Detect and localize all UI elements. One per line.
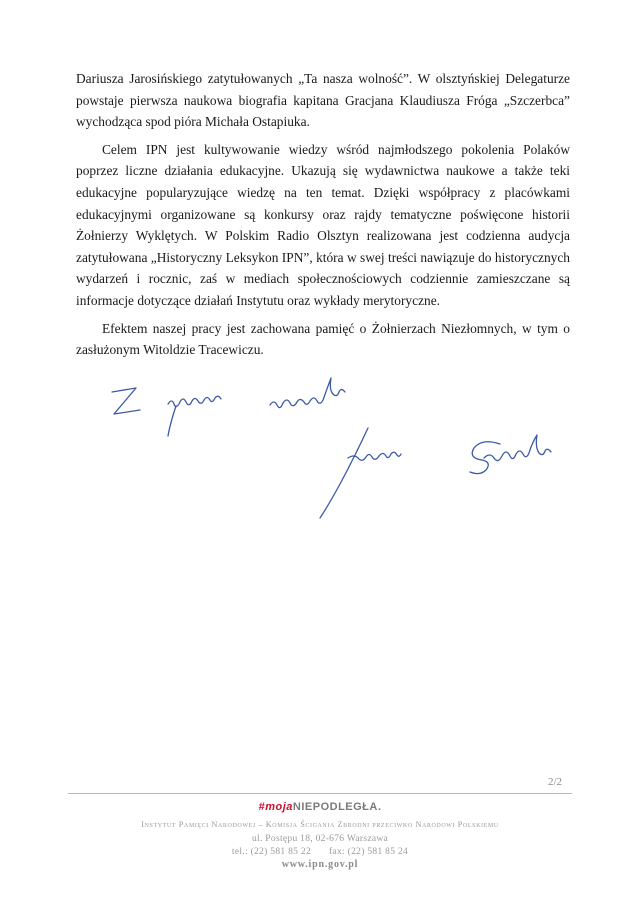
footer-tel: tel.: (22) 581 85 22 (231, 847, 312, 857)
campaign-hash: # (258, 801, 266, 813)
signature-name-initial (320, 428, 368, 518)
footer-institute: Instytut Pamięci Narodowej – Komisja Ścigania Zbrodni przeciwko Narodowi Polskiemu (141, 820, 499, 829)
page-number: 2/2 (548, 776, 563, 788)
paragraph-3: Efektem naszej pracy jest zachowana pamięć o Żołnierzach Niezłomnych, w tym o zasłużonym Witoldzie Tracewiczu. (76, 320, 570, 358)
letter-body (76, 68, 570, 367)
campaign-niepodlegla: NIEPODLEGŁA. (292, 801, 382, 813)
signature-name-first (348, 452, 401, 460)
paragraph-1: Dariusza Jarosińskiego zatytułowanych „Ta nasza wolność”. W olsztyńskiej Delegaturze powstaje pierwsza naukowa biografia kapitana Gracjana Klaudiusza Fróga „Szczerbca” wychodząca spod pióra Michała Ostapiuka. (76, 71, 570, 130)
footer-address: ul. Postępu 18, 02-676 Warszawa (251, 834, 389, 844)
signature-note-letter-z (112, 388, 140, 414)
footer-divider (68, 793, 572, 794)
footer-contact (0, 847, 640, 857)
signature-note-word-1 (168, 396, 221, 436)
paragraph-2: Celem IPN jest kultywowanie wiedzy wśród najmłodszego pokolenia Polaków poprzez liczne działania edukacyjne. Ukazują się wydawnictwa naukowe a także teki edukacyjne popularyzujące wiedzę na ten temat. Dzięki współpracy z placówkami edukacyjnymi organizowane są konkursy oraz rajdy tematyczne poświęcone historii Żołnierzy Wyklętych. W Polskim Radio Olsztyn realizowana jest codzienna audycja zatytułowana „Historyczny Leksykon IPN”, która w swej treści nawiązuje do historycznych wydarzeń i rocznic, zaś w mediach społecznościowych codziennie zamieszczane są informacje dotyczące działań Instytutu oraz wykłady merytoryczne. (76, 141, 570, 308)
footer-website: www.ipn.gov.pl (281, 859, 359, 870)
signature-note-word-2 (270, 378, 345, 408)
campaign-moja: moja (265, 801, 293, 813)
campaign-logo (0, 801, 640, 813)
footer-fax: fax: (22) 581 85 24 (329, 847, 409, 857)
signature-name-last (470, 435, 551, 474)
